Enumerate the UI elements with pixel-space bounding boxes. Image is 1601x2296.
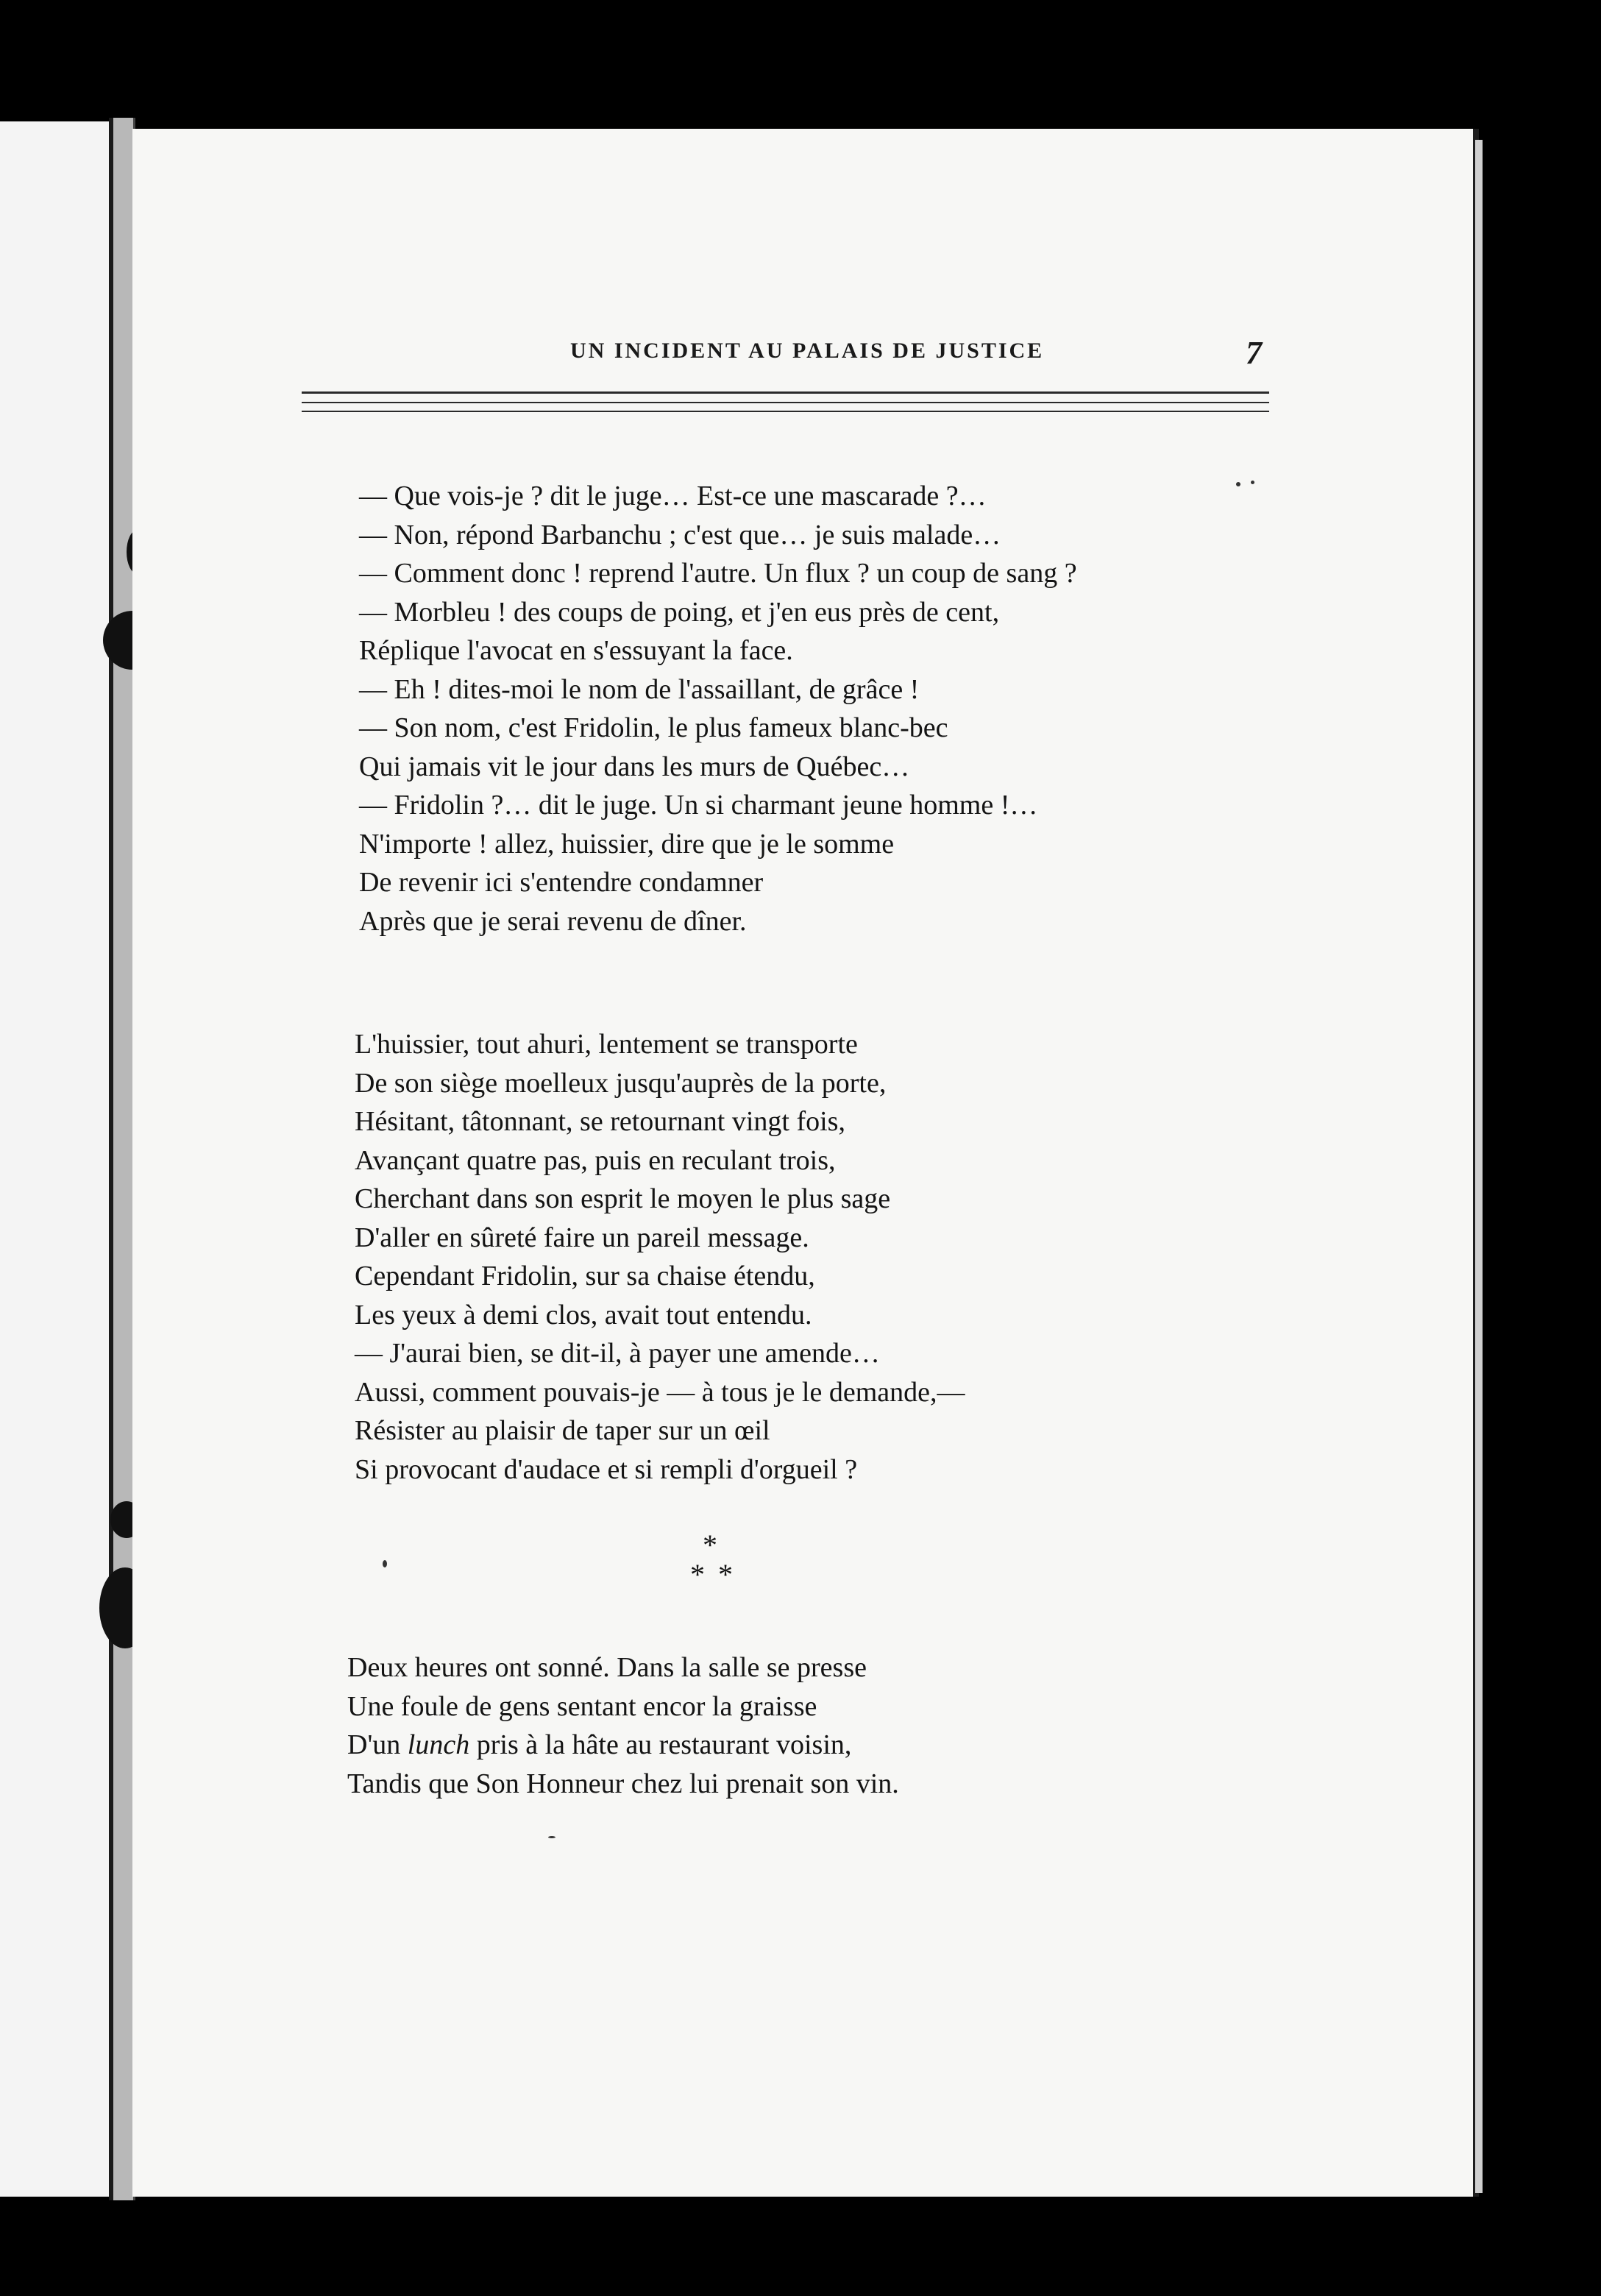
print-speck	[1236, 482, 1240, 486]
header-rule	[302, 391, 1269, 394]
verse-line: Réplique l'avocat en s'essuyant la face.	[359, 635, 793, 666]
asterism-top: *	[703, 1528, 717, 1562]
verse-line: D'un lunch pris à la hâte au restaurant voisin,	[347, 1729, 852, 1760]
binding-strip	[109, 118, 135, 2200]
verse-line: — Eh ! dites-moi le nom de l'assaillant, de grâce !	[359, 673, 920, 705]
asterism-bottom: **	[690, 1558, 746, 1591]
verse-line: Qui jamais vit le jour dans les murs de Québec…	[359, 751, 910, 782]
verse-line: L'huissier, tout ahuri, lentement se transporte	[355, 1029, 858, 1060]
verse-line: Après que je serai revenu de dîner.	[359, 905, 747, 937]
header-rule	[302, 411, 1269, 412]
header-rule	[302, 402, 1269, 403]
page-header	[430, 335, 1262, 383]
verse-line: De son siège moelleux jusqu'auprès de la porte,	[355, 1067, 887, 1099]
running-title: UN INCIDENT AU PALAIS DE JUSTICE	[570, 339, 1045, 363]
verse-line: — Fridolin ?… dit le juge. Un si charmant jeune homme !…	[359, 790, 1038, 821]
verse-line: Résister au plaisir de taper sur un œil	[355, 1415, 770, 1446]
verse-line: Aussi, comment pouvais-je — à tous je le demande,—	[355, 1376, 965, 1408]
page-edge-shadow	[1475, 140, 1483, 2193]
verse-line: Cependant Fridolin, sur sa chaise étendu,	[355, 1261, 815, 1292]
print-speck	[1251, 481, 1254, 484]
verse-line: D'aller en sûreté faire un pareil message.	[355, 1222, 809, 1253]
facing-page-edge	[0, 121, 118, 2197]
verse-line: — Comment donc ! reprend l'autre. Un flux ? un coup de sang ?	[359, 558, 1077, 589]
verse-line: Hésitant, tâtonnant, se retournant vingt fois,	[355, 1106, 845, 1137]
verse-line: — Que vois-je ? dit le juge… Est-ce une mascarade ?…	[359, 481, 987, 511]
asterism-divider	[677, 1528, 746, 1591]
verse-line: Deux heures ont sonné. Dans la salle se presse	[347, 1652, 867, 1683]
print-speck	[383, 1560, 387, 1567]
verse-line: — Morbleu ! des coups de poing, et j'en eus près de cent,	[359, 596, 1000, 628]
verse-line: Cherchant dans son esprit le moyen le plus sage	[355, 1183, 891, 1214]
stanza-huissier	[355, 1025, 965, 1489]
verse-line: Les yeux à demi clos, avait tout entendu.	[355, 1299, 812, 1331]
stanza-deux-heures	[347, 1648, 899, 1803]
verse-line: Si provocant d'audace et si rempli d'orgueil ?	[355, 1453, 858, 1485]
verse-line: Avançant quatre pas, puis en reculant trois,	[355, 1144, 836, 1176]
verse-line: — J'aurai bien, se dit-il, à payer une amende…	[355, 1338, 880, 1369]
print-speck	[548, 1836, 555, 1838]
stanza-dialogue	[359, 477, 1077, 940]
verse-line: — Non, répond Barbanchu ; c'est que… je suis malade…	[359, 519, 1001, 550]
verse-line: Une foule de gens sentant encor la graisse	[347, 1690, 817, 1722]
verse-line: De revenir ici s'entendre condamner	[359, 867, 764, 898]
verse-line: Tandis que Son Honneur chez lui prenait son vin.	[347, 1768, 899, 1799]
verse-line: N'importe ! allez, huissier, dire que je le somme	[359, 828, 895, 860]
verse-line: — Son nom, c'est Fridolin, le plus fameux blanc-bec	[359, 712, 948, 743]
page-number: 7	[1246, 335, 1262, 371]
